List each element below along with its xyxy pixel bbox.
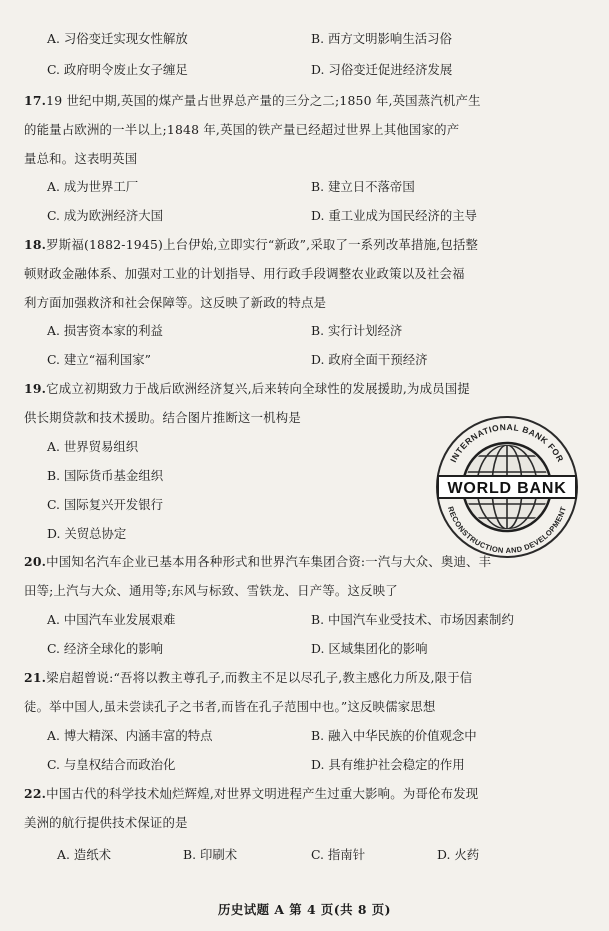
- logo-center-text: WORLD BANK: [447, 480, 567, 497]
- q19-option-a: A. 世界贸易组织: [47, 439, 139, 454]
- q18-option-b: B. 实行计划经济: [311, 323, 403, 338]
- q20-option-d: D. 区域集团化的影响: [311, 641, 428, 656]
- q18-stem-line-1: [24, 236, 595, 254]
- q16-option-d: D. 习俗变迁促进经济发展: [311, 62, 453, 77]
- q22-stem-line-2: 美洲的航行提供技术保证的是: [24, 815, 188, 830]
- q21-stem-line-2: 徒。举中国人,虽未尝读孔子之书者,而皆在孔子范围中也。”这反映儒家思想: [24, 699, 436, 714]
- q18-option-d: D. 政府全面干预经济: [311, 352, 428, 367]
- q19-option-b: B. 国际货币基金组织: [47, 468, 164, 483]
- q20-stem-line-2: 田等;上汽与大众、通用等;东风与标致、雪铁龙、日产等。这反映了: [24, 583, 398, 598]
- q21-option-a: A. 博大精深、内涵丰富的特点: [47, 728, 213, 743]
- q19-option-d: D. 关贸总协定: [47, 526, 127, 541]
- q17-stem-text-1: 19 世纪中期,英国的煤产量占世界总产量的三分之二;1850 年,英国蒸汽机产生: [46, 93, 481, 108]
- q19-option-c: C. 国际复兴开发银行: [47, 497, 164, 512]
- q22-option-c: C. 指南针: [311, 847, 366, 862]
- q17-stem-line-3: 量总和。这表明英国: [24, 151, 138, 166]
- q21-stem-text-1: 梁启超曾说:“吾将以教主尊孔子,而教主不足以尽孔子,教主感化力所及,限于信: [46, 670, 473, 685]
- q21-option-d: D. 具有维护社会稳定的作用: [311, 757, 465, 772]
- q16-option-c: C. 政府明令废止女子缠足: [47, 62, 188, 77]
- q16-option-b: B. 西方文明影响生活习俗: [311, 31, 452, 46]
- page-footer: 历史试题 A 第 4 页(共 8 页): [217, 902, 392, 917]
- q18-stem-text-1: 罗斯福(1882-1945)上台伊始,立即实行“新政”,采取了一系列改革措施,包括整: [46, 237, 479, 252]
- logo-ring-bottom-text: RECONSTRUCTION AND DEVELOPMENT: [445, 505, 569, 556]
- q21-stem-line-1: [24, 669, 595, 687]
- q22-option-a: A. 造纸术: [57, 847, 111, 862]
- question-number: 21.: [24, 670, 47, 685]
- q17-option-d: D. 重工业成为国民经济的主导: [311, 208, 478, 223]
- q17-option-a: A. 成为世界工厂: [47, 179, 139, 194]
- q22-option-d: D. 火药: [437, 847, 480, 862]
- q19-stem-line-2: 供长期贷款和技术援助。结合图片推断这一机构是: [24, 410, 301, 425]
- q22-option-b: B. 印刷术: [183, 847, 238, 862]
- q21-option-c: C. 与皇权结合而政治化: [47, 757, 176, 772]
- q17-stem-line-2: 的能量占欧洲的一半以上;1848 年,英国的铁产量已经超过世界上其他国家的产: [24, 122, 460, 137]
- question-number: 22.: [24, 786, 47, 801]
- q17-stem-line-1: [24, 92, 595, 110]
- question-number: 17.: [24, 93, 47, 108]
- q18-stem-line-3: 利方面加强救济和社会保障等。这反映了新政的特点是: [24, 295, 327, 310]
- q21-option-b: B. 融入中华民族的价值观念中: [311, 728, 477, 743]
- q20-option-c: C. 经济全球化的影响: [47, 641, 164, 656]
- q18-option-a: A. 损害资本家的利益: [47, 323, 163, 338]
- q19-stem-line-1: [24, 380, 595, 398]
- q17-option-c: C. 成为欧洲经济大国: [47, 208, 164, 223]
- q20-option-b: B. 中国汽车业受技术、市场因素制约: [311, 612, 514, 627]
- q19-stem-text-1: 它成立初期致力于战后欧洲经济复兴,后来转向全球性的发展援助,为成员国提: [46, 381, 470, 396]
- logo-ring-top-text: INTERNATIONAL BANK FOR: [448, 421, 566, 464]
- q20-stem-line-1: [24, 553, 595, 571]
- q20-stem-text-1: 中国知名汽车企业已基本用各种形式和世界汽车集团合资:一汽与大众、奥迪、丰: [46, 554, 492, 569]
- q18-stem-line-2: 顿财政金融体系、加强对工业的计划指导、用行政手段调整农业政策以及社会福: [24, 266, 465, 281]
- q20-option-a: A. 中国汽车业发展艰难: [47, 612, 176, 627]
- question-number: 18.: [24, 237, 47, 252]
- q17-option-b: B. 建立日不落帝国: [311, 179, 415, 194]
- world-bank-logo: [432, 412, 582, 562]
- q22-stem-text-1: 中国古代的科学技术灿烂辉煌,对世界文明进程产生过重大影响。为哥伦布发现: [46, 786, 479, 801]
- question-number: 20.: [24, 554, 47, 569]
- question-number: 19.: [24, 381, 47, 396]
- q18-option-c: C. 建立“福利国家”: [47, 352, 151, 367]
- q22-stem-line-1: [24, 785, 595, 803]
- q16-option-a: A. 习俗变迁实现女性解放: [47, 31, 188, 46]
